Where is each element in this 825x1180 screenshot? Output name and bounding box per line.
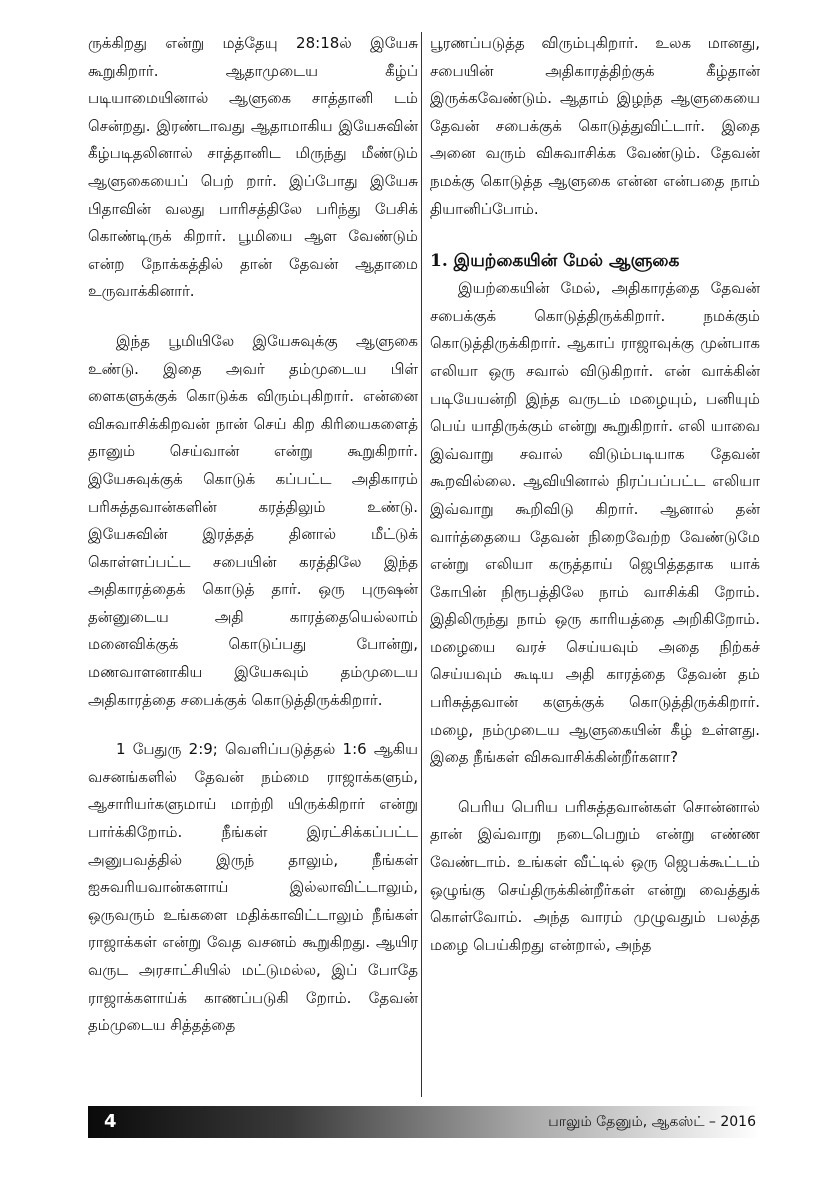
publication-info: பாலும் தேனும், ஆகஸ்ட் – 2016 [548,1114,756,1130]
paragraph: பூரணப்படுத்த விரும்புகிறார். உலக மானது, சபையின் அதிகாரத்திற்குக் கீழ்தான் இருக்கவேண்டும். ஆதாம் இழந்த ஆளுகையை தேவன் சபைக்குக் கொடுத்துவிட்டார். இதை அனை வரும் விசுவாசிக்க வேண்டும். தேவன் நமக்கு கொடுத்த ஆளுகை என்ன என்பதை நாம் தியானிப்போம். [430,34,760,218]
paragraph: இந்த பூமியிலே இயேசுவுக்கு ஆளுகை உண்டு. இதை அவர் தம்முடைய பிள் ளைகளுக்குக் கொடுக்க விரும்புகிறார். என்னை விசுவாசிக்கிறவன் நான் செய் கிற கிரியைகளைத் தானும் செய்வான் என்று கூறுகிறார். இயேசுவுக்குக் கொடுக் கப்பட்ட அதிகாரம் பரிசுத்தவான்களின் கரத்திலும் உண்டு. இயேசுவின் இரத்தத் தினால் மீட்டுக் கொள்ளப்பட்ட சபையின் கரத்திலே இந்த அதிகாரத்தைக் கொடுத் தார். ஒரு புருஷன் தன்னுடைய அதி காரத்தையெல்லாம் மனைவிக்குக் கொடுப்பது போன்று, மணவாளனாகிய இயேசுவும் தம்முடைய அதிகாரத்தை சபைக்குக் கொடுத்திருக்கிறார். [88,331,418,709]
paragraph: பெரிய பெரிய பரிசுத்தவான்கள் சொன்னால் தான் இவ்வாறு நடைபெறும் என்று எண்ண வேண்டாம். உங்கள் வீட்டில் ஒரு ஜெபக்கூட்டம் ஒழுங்கு செய்திருக்கின்றீர்கள் என்று வைத்துக் கொள்வோம். அந்த வாரம் முழுவதும் பலத்த மழை பெய்கிறது என்றால், அந்த [430,797,760,954]
paragraph: ருக்கிறது என்று மத்தேயு 28:18ல் இயேசு கூறுகிறார். ஆதாமுடைய கீழ்ப் படியாமையினால் ஆளுகை சாத்தானி டம் சென்றது. இரண்டாவது ஆதாமாகிய இயேசுவின் கீழ்படிதலினால் சாத்தானிட மிருந்து மீண்டும் ஆளுகையைப் பெற் றார். இப்போது இயேசு பிதாவின் வலது பாரிசத்திலே பரிந்து பேசிக் கொண்டிருக் கிறார். பூமியை ஆள வேண்டும் என்ற நோக்கத்தில் தான் தேவன் ஆதாமை உருவாக்கினார். [88,34,418,301]
column-divider [421,32,422,1097]
left-column [88,30,418,1040]
paragraph: இயற்கையின் மேல், அதிகாரத்தை தேவன் சபைக்குக் கொடுத்திருக்கிறார். நமக்கும் கொடுத்திருக்கிறார். ஆகாப் ராஜாவுக்கு முன்பாக எலியா ஒரு சவால் விடுகிறார். என் வாக்கின் படியேயன்றி இந்த வருடம் மழையும், பனியும் பெய் யாதிருக்கும் என்று கூறுகிறார். எலி யாவை இவ்வாறு சவால் விடும்படியாக தேவன் கூறவில்லை. ஆவியினால் நிரப்பப்பட்ட எலியா இவ்வாறு கூறிவிடு கிறார். ஆனால் தன் வார்த்தையை தேவன் நிறைவேற்ற வேண்டுமே என்று எலியா கருத்தாய் ஜெபித்ததாக யாக் கோபின் நிரூபத்திலே நாம் வாசிக்கி றோம். இதிலிருந்து நாம் ஒரு காரியத்தை அறிகிறோம். மழையை வரச் செய்யவும் அதை நிற்கச் செய்யவும் கூடிய அதி காரத்தை தேவன் தம் பரிசுத்தவான் களுக்குக் கொடுத்திருக்கிறார். மழை, நம்முடைய ஆளுகையின் கீழ் உள்ளது. இதை நீங்கள் விசுவாசிக்கின்றீர்களா? [430,279,760,767]
right-column [430,30,760,959]
paragraph: 1 பேதுரு 2:9; வெளிப்படுத்தல் 1:6 ஆகிய வசனங்களில் தேவன் நம்மை ராஜாக்களும், ஆசாரியர்களுமாய் மாற்றி யிருக்கிறார் என்று பார்க்கிறோம். நீங்கள் இரட்சிக்கப்பட்ட அனுபவத்தில் இருந் தாலும், நீங்கள் ஐசுவரியவான்களாய் இல்லாவிட்டாலும், ஒருவரும் உங்களை மதிக்காவிட்டாலும் நீங்கள் ராஜாக்கள் என்று வேத வசனம் கூறுகிறது. ஆயிர வருட அரசாட்சியில் மட்டுமல்ல, இப் போதே ராஜாக்களாய்க் காணப்படுகி றோம். தேவன் தம்முடைய சித்தத்தை [88,740,418,1035]
section-heading: 1. இயற்கையின் மேல் ஆளுகை [430,251,680,272]
page-number: 4 [104,1111,117,1132]
page-footer [88,1106,760,1138]
